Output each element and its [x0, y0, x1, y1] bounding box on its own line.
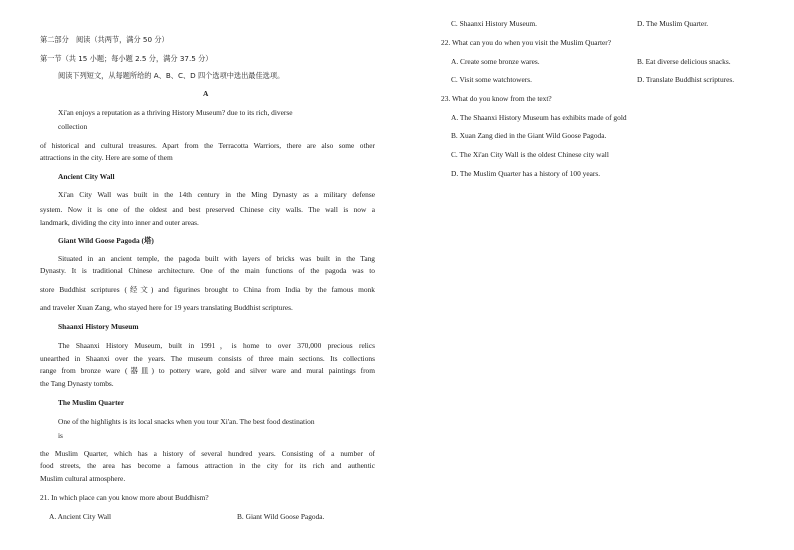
body-line: store Buddhist scriptures (经文) and figurines brought to China from India by the famous monk: [40, 285, 375, 294]
intro-line: collection: [58, 122, 88, 131]
question-23-option-d: D. The Muslim Quarter has a history of 100 years.: [451, 169, 601, 178]
body-line: food streets, the area has become a famous attraction in the city for its rich and authentic: [40, 461, 375, 470]
question-22-option-a: A. Create some bronze wares.: [451, 57, 540, 66]
question-22-option-c: C. Visit some watchtowers.: [451, 75, 532, 84]
section-title-pagoda: Giant Wild Goose Pagoda (塔): [58, 236, 154, 245]
question-23-option-c: C. The Xi'an City Wall is the oldest Chinese city wall: [451, 150, 609, 159]
body-line: the Tang Dynasty tombs.: [40, 379, 114, 388]
question-22-option-d: D. Translate Buddhist scriptures.: [637, 75, 735, 84]
body-line: system. Now it is one of the oldest and best preserved Chinese city walls. The wall is now a: [40, 205, 375, 214]
body-line: Dynasty. It is traditional Chinese architecture. One of the main functions of the pagoda was to: [40, 266, 375, 275]
instruction: 阅读下列短文，从每题所给的 A、B、C、D 四个选项中选出最佳选项。: [58, 71, 285, 80]
question-21-option-a: A. Ancient City Wall: [49, 512, 112, 521]
section-heading: 第一节（共 15 小题；每小题 2.5 分，满分 37.5 分）: [40, 54, 213, 63]
body-line: the Muslim Quarter, which has a history of several hundred years. Consisting of a number of: [40, 449, 375, 458]
section-title-city-wall: Ancient City Wall: [58, 172, 115, 181]
intro-line: Xi'an enjoys a reputation as a thriving History Museum? due to its rich, diverse: [58, 108, 293, 117]
body-line: is: [58, 431, 63, 440]
question-21-option-d: D. The Muslim Quarter.: [637, 19, 709, 28]
body-line: One of the highlights is its local snacks when you tour Xi'an. The best food destination: [58, 417, 315, 426]
section-title-muslim-quarter: The Muslim Quarter: [58, 398, 125, 407]
passage-label: A: [203, 89, 209, 98]
question-23-stem: 23. What do you know from the text?: [441, 94, 552, 103]
part-heading: 第二部分 阅读（共两节，满分 50 分）: [40, 35, 169, 44]
body-line: unearthed in Shaanxi over the years. The museum consists of three main sections. Its collections: [40, 354, 375, 363]
body-line: and traveler Xuan Zang, who stayed here for 19 years translating Buddhist scriptures.: [40, 303, 293, 312]
question-21-stem: 21. In which place can you know more about Buddhism?: [40, 493, 209, 502]
body-line: range from bronze ware (器皿) to pottery ware, gold and silver ware and mural paintings from: [40, 366, 375, 375]
question-23-option-a: A. The Shaanxi History Museum has exhibits made of gold: [451, 113, 627, 122]
body-line: Situated in an ancient temple, the pagoda built with layers of bricks was built in the Tang: [58, 254, 375, 263]
intro-line: of historical and cultural treasures. Apart from the Terracotta Warriors, there are also some other: [40, 141, 375, 150]
body-line: landmark, dividing the city into inner and outer areas.: [40, 218, 199, 227]
question-21-option-b: B. Giant Wild Goose Pagoda.: [237, 512, 325, 521]
body-line: Xi'an City Wall was built in the 14th century in the Ming Dynasty as a military defense: [58, 190, 375, 199]
question-23-option-b: B. Xuan Zang died in the Giant Wild Goose Pagoda.: [451, 131, 607, 140]
intro-line: attractions in the city. Here are some of them: [40, 153, 173, 162]
question-21-option-c: C. Shaanxi History Museum.: [451, 19, 538, 28]
body-line: Muslim cultural atmosphere.: [40, 474, 126, 483]
body-line: The Shaanxi History Museum, built in 1991，is home to over 370,000 precious relics: [58, 341, 375, 350]
question-22-option-b: B. Eat diverse delicious snacks.: [637, 57, 731, 66]
section-title-museum: Shaanxi History Museum: [58, 322, 139, 331]
question-22-stem: 22. What can you do when you visit the Muslim Quarter?: [441, 38, 612, 47]
